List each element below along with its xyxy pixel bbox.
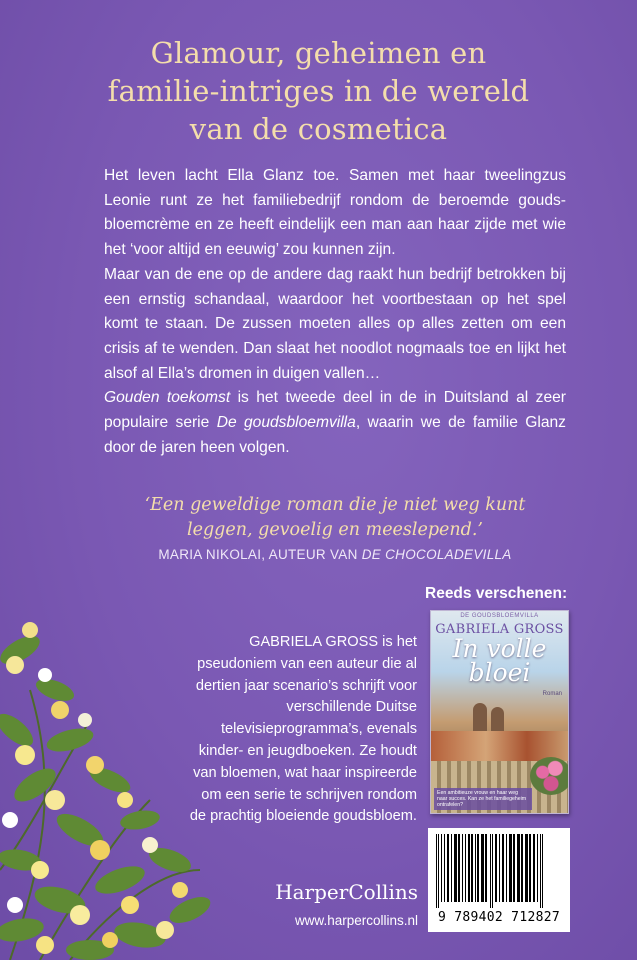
blurb-paragraph-3-text-b: , waarin we de familie Glanz door de jaren heen volgen. xyxy=(104,414,566,456)
cover-headline xyxy=(60,34,577,148)
barcode-bar xyxy=(513,834,515,902)
barcode-bar xyxy=(485,834,487,902)
barcode-bar xyxy=(481,834,484,902)
barcode-bar xyxy=(444,834,445,902)
barcode-bar xyxy=(468,834,470,902)
barcode-bar xyxy=(529,834,531,902)
blurb-paragraph-3-text-a: is het tweede deel in de in Duitsland al zeer populaire serie xyxy=(104,389,566,432)
previous-book-cover xyxy=(430,610,569,814)
barcode-bar xyxy=(447,834,449,902)
barcode-bar xyxy=(540,834,541,908)
author-bio xyxy=(185,632,417,828)
barcode-bar xyxy=(517,834,520,902)
isbn-barcode xyxy=(428,828,570,932)
review-quote xyxy=(104,493,566,543)
book-cover-title-line-1: In volle xyxy=(452,634,547,663)
book-cover-genre: Roman xyxy=(542,691,562,697)
publisher-logo: HarperCollins xyxy=(275,880,418,904)
barcode-bar xyxy=(502,834,504,902)
barcode-bar xyxy=(521,834,523,902)
barcode-bar xyxy=(490,834,491,908)
barcode-bar xyxy=(465,834,466,902)
barcode-bar xyxy=(436,834,437,908)
barcode-bar xyxy=(438,834,439,908)
blurb-text xyxy=(104,164,566,460)
book-cover-title-line-2: bloei xyxy=(468,658,531,687)
barcode-bar xyxy=(462,834,463,902)
barcode-bars xyxy=(434,834,564,908)
quote-line-2: leggen, gevoelig en meeslepend.’ xyxy=(187,520,483,540)
barcode-bar xyxy=(458,834,460,902)
quote-attribution xyxy=(90,547,580,562)
headline-line-2: familie-intriges in de wereld xyxy=(107,74,530,108)
barcode-bar xyxy=(499,834,500,902)
headline-line-1: Glamour, geheimen en xyxy=(150,36,487,70)
barcode-bar xyxy=(506,834,507,902)
book-cover-series: DE GOUDSBLOEMVILLA xyxy=(460,613,539,619)
blurb-paragraph-3 xyxy=(104,386,566,460)
barcode-bar xyxy=(542,834,543,908)
barcode-bar xyxy=(477,834,479,902)
cover-pink-flowers xyxy=(530,757,569,795)
barcode-bar xyxy=(471,834,473,902)
barcode-bar xyxy=(509,834,512,902)
barcode-bar xyxy=(451,834,452,902)
barcode-bar xyxy=(537,834,538,902)
isbn-number: 9 789402 712827 xyxy=(438,910,560,925)
plant-leaves xyxy=(0,630,214,960)
barcode-bar xyxy=(492,834,493,908)
quote-attribution-text: MARIA NIKOLAI, AUTEUR VAN xyxy=(158,547,362,562)
quote-line-1: ‘Een geweldige roman die je niet weg kunt xyxy=(144,495,526,515)
blurb-paragraph-1: Het leven lacht Ella Glanz toe. Samen met haar tweelingzus Leonie runt ze het familiebedrijf rondom de beroemde goudsbloemcrème en ze heeft eindelijk een man aan haar zijde met wie het ‘voor altijd en eeuwig’ zou kunnen zijn. xyxy=(104,167,566,259)
publisher-website: www.harpercollins.nl xyxy=(294,913,418,928)
book-title-italic: Gouden toekomst xyxy=(104,389,231,407)
barcode-bar xyxy=(533,834,535,902)
barcode-bar xyxy=(525,834,528,902)
book-cover-author: GABRIELA GROSS xyxy=(435,622,564,637)
author-bio-text: GABRIELA GROSS is het pseudoniem van een auteur die al dertien jaar scenario’s schrijft voor verschillende Duitse televisieprogramma’s, evenals kinder- en jeugdboeken. Ze houdt van bloemen, wat haar inspireerde om een serie te schrijven rondom de prachtig bloeiende goudsbloem. xyxy=(189,634,417,825)
previously-published-label: Reeds verschenen: xyxy=(425,585,568,602)
barcode-bar xyxy=(441,834,442,902)
quote-attribution-book: DE CHOCOLADEVILLA xyxy=(361,547,512,562)
series-title-italic: De goudsbloemvilla xyxy=(216,414,356,432)
headline-line-3: van de cosmetica xyxy=(189,112,448,146)
barcode-bar xyxy=(454,834,457,902)
barcode-bar xyxy=(495,834,497,902)
barcode-bar xyxy=(475,834,476,902)
blurb-paragraph-2: Maar van de ene op de andere dag raakt hun bedrijf betrokken bij een ernstig schandaal, waardoor het voortbestaan op het spel komt te staan. De zussen moeten alles op alles zetten om een crisis af te wenden. Dan slaat het noodlot nogmaals toe en lijkt het alsof al Ella’s dromen in duigen vallen… xyxy=(104,265,566,382)
book-cover-tagline: Een ambitieuze vrouw en haar weg naar succes. Kan ze het familiegeheim ontrafelen? xyxy=(434,788,532,810)
book-cover-title xyxy=(437,634,562,687)
